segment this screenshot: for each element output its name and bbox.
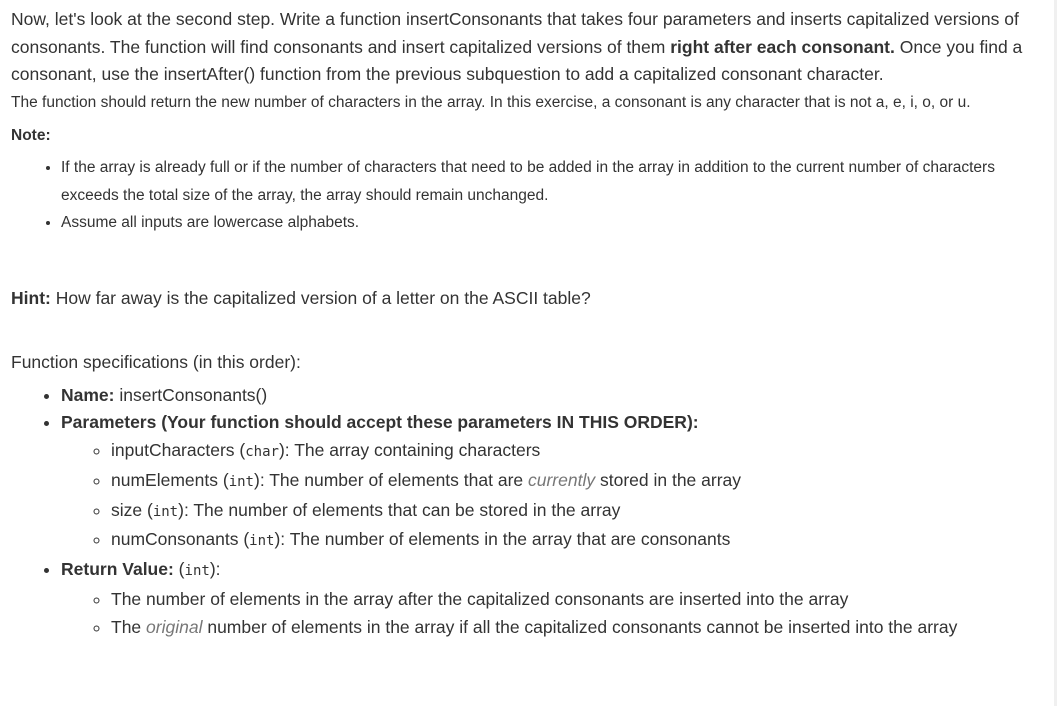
param-name: inputCharacters xyxy=(111,440,235,461)
return-desc-emphasis: original xyxy=(146,616,203,637)
note-item: • Assume all inputs are lowercase alphabets. xyxy=(61,209,1041,237)
note-label: Note: xyxy=(11,127,51,144)
spec-return-label: Return Value: xyxy=(61,559,174,580)
intro-paragraph xyxy=(11,6,1041,89)
return-item xyxy=(111,614,1041,642)
return-item xyxy=(111,586,1041,614)
param-type: int xyxy=(249,533,275,550)
spec-intro: Function specifications (in this order): xyxy=(11,351,301,372)
return-description: The function should return the new number of characters in the array. In this exercise, a consonant is any character that is not a, e, i, o, or u. xyxy=(11,93,971,111)
note-list xyxy=(11,154,1041,237)
param-name: numElements xyxy=(111,469,218,490)
param-desc: : The number of elements in the array that are consonants xyxy=(280,529,731,550)
param-list xyxy=(61,437,1041,556)
spec-params-label: Parameters (Your function should accept these parameters IN THIS ORDER): xyxy=(61,412,699,433)
param-type: int xyxy=(152,503,179,520)
return-list xyxy=(61,586,1041,642)
param-name: numConsonants xyxy=(111,529,239,550)
note-item: • If the array is already full or if the number of characters that need to be added in the array in addition to the current number of characters exceeds the total size of the array, the array should remain unchanged. xyxy=(61,154,1041,209)
hint-paragraph xyxy=(11,285,1041,312)
spec-list xyxy=(11,382,1041,642)
spec-name-label: Name: xyxy=(61,384,115,405)
param-name: size xyxy=(111,499,143,520)
spec-params-item xyxy=(61,409,1041,556)
param-desc: : The number of elements that are xyxy=(259,469,528,490)
param-desc: : The array containing characters xyxy=(284,440,541,461)
param-desc: : The number of elements that can be stored in the array xyxy=(183,499,621,520)
param-type: char xyxy=(245,444,279,461)
intro-text-continued: Once you find a consonant, use the insertAfter() function from the previous subquestion to add a capitalized consonant character. xyxy=(11,36,1023,84)
spec-name-item xyxy=(61,382,1041,410)
return-desc: The number of elements in the array after the capitalized consonants are inserted into the array xyxy=(111,589,849,610)
param-desc-end: stored in the array xyxy=(595,469,742,490)
spec-return-item: • Return Value: (int): ◦ The number of elements in the array after the capitalized consonants are inserted into the array ◦ The original number of elements in the array if all the capitalized consonants cannot be inserted into the array xyxy=(61,556,1041,641)
hint-label: Hint: xyxy=(11,287,51,308)
param-desc-emphasis: currently xyxy=(528,469,596,490)
hint-text: How far away is the capitalized version of a letter on the ASCII table? xyxy=(50,287,591,308)
param-item: ◦ inputCharacters (char): The array containing characters xyxy=(111,437,1041,467)
intro-text: Now, let's look at the second step. Write a function insertConsonants that takes four parameters and inserts capitalized versions of consonants. The function will find consonants and insert capitalized versions of them xyxy=(11,9,1019,57)
assignment-content xyxy=(11,6,1041,642)
param-item: ◦ numConsonants (int): The number of elements in the array that are consonants xyxy=(111,526,1041,556)
param-item: ◦ numElements (int): The number of elements that are currently stored in the array xyxy=(111,467,1041,497)
spec-name-value: insertConsonants() xyxy=(114,384,268,405)
return-type: int xyxy=(184,563,210,580)
intro-bold-text: right after each consonant. xyxy=(670,36,895,57)
param-type: int xyxy=(228,473,254,490)
return-desc-end: number of elements in the array if all the capitalized consonants cannot be inserted into the array xyxy=(202,616,958,637)
return-desc: The xyxy=(111,616,147,637)
param-item: ◦ size (int): The number of elements that can be stored in the array xyxy=(111,497,1041,527)
